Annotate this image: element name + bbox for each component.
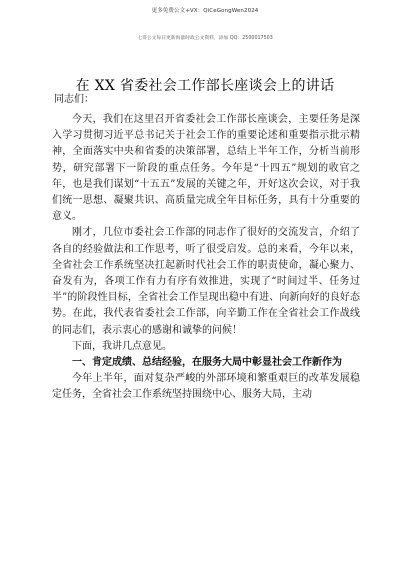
document-title: 在 XX 省委社会工作部长座谈会上的讲话 bbox=[75, 78, 335, 94]
promo-banner: 更多免费公文+VX：QiCeGongWen2024 bbox=[151, 8, 259, 14]
paragraph: 下面，我讲几点意见。 bbox=[72, 340, 172, 352]
promo-sub-banner: 七哥公文每日更新海量时政公文资料，添加 QQ：2500017503 bbox=[137, 36, 273, 41]
paragraph: 今年上半年，面对复杂严峻的外部环境和繁重艰巨的改革发展稳定任务，全省社会工作系统坚持围绕中心、服务大局，主动 bbox=[52, 373, 360, 401]
greeting: 同志们： bbox=[54, 94, 94, 105]
document-body bbox=[52, 112, 360, 404]
paragraph: 刚才，几位市委社会工作部的同志作了很好的交流发言，介绍了各自的经验做法和工作思考，听了很受启发。总的来看，今年以来，全省社会工作系统坚决扛起新时代社会工作的职责使命，凝心聚力、奋发有为，各项工作有力有序有效推进，实现了“时间过半、任务过半”的阶段性目标，全省社会工作呈现出稳中有进、向新向好的良好态势。在此，我代表省委社会工作部，向辛勤工作在全省社会工作战线的同志们，表示衷心的感谢和诚挚的问候！ bbox=[52, 227, 360, 336]
section-heading: 一、肯定成绩、总结经验，在服务大局中彰显社会工作新作为 bbox=[72, 357, 342, 369]
paragraph: 今天，我们在这里召开省委社会工作部长座谈会，主要任务是深入学习贯彻习近平总书记关于社会工作的重要论述和重要指示批示精神，全面落实中央和省委的决策部署，总结上半年工作，分析当前形势，研究部署下一阶段的重点任务。今年是“十四五”规划的收官之年，也是我们谋划“十五五”发展的关键之年，开好这次会议，对于我们统一思想、凝聚共识、高质量完成全年目标任务，具有十分重要的意义。 bbox=[52, 114, 360, 223]
